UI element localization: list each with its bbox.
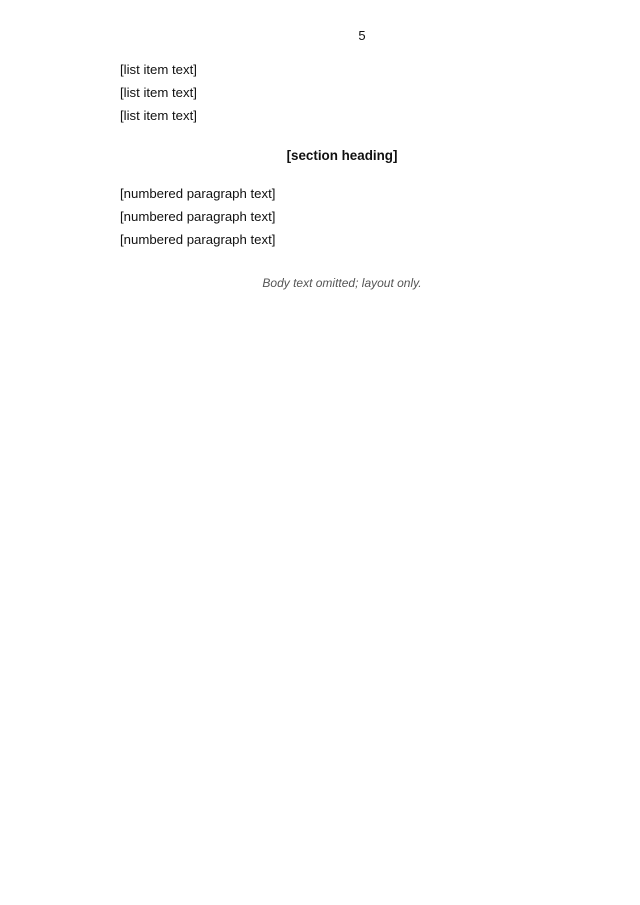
- paragraph: [numbered paragraph text]: [120, 209, 276, 224]
- paragraph: [numbered paragraph text]: [120, 232, 276, 247]
- paragraph: [numbered paragraph text]: [120, 186, 276, 201]
- paragraph: [list item text]: [120, 108, 197, 123]
- page-number: 5: [358, 28, 366, 43]
- omission-note: Body text omitted; layout only.: [262, 276, 422, 290]
- paragraph: [list item text]: [120, 62, 197, 77]
- section-heading: [section heading]: [286, 148, 398, 163]
- paragraph: [list item text]: [120, 85, 197, 100]
